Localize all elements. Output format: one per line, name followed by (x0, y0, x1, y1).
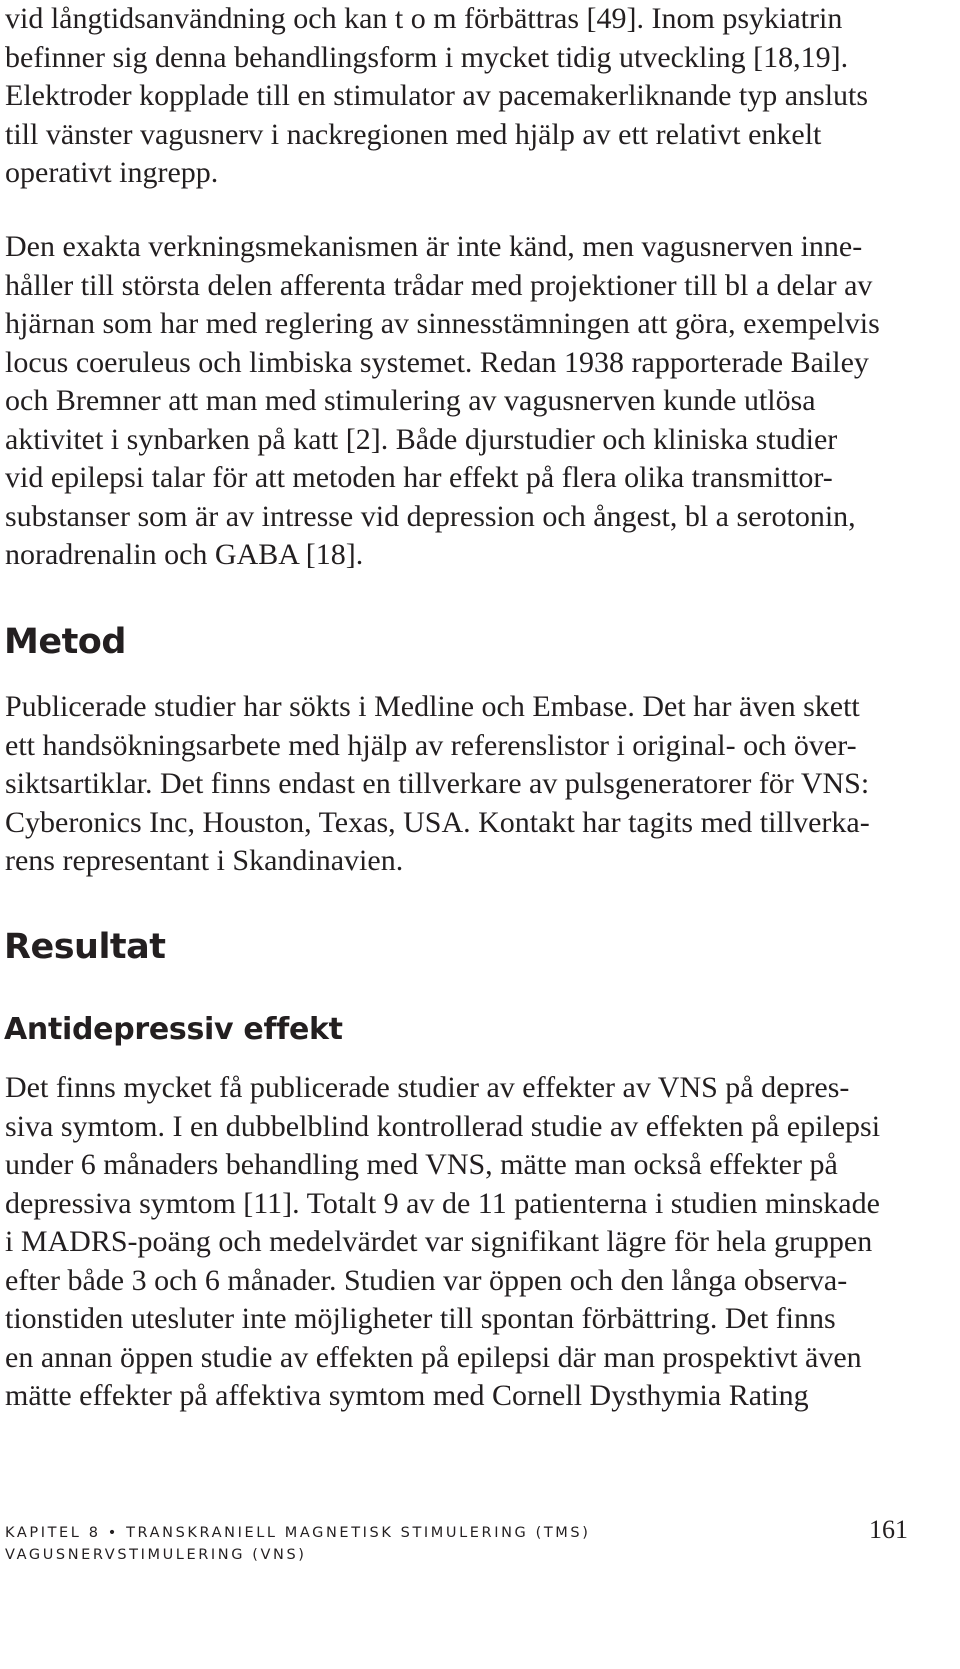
text-line: befinner sig denna behandlingsform i mycket tidig utveckling [18,19]. (5, 40, 849, 74)
text-line: under 6 månaders behandling med VNS, mätte man också effekter på (5, 1148, 838, 1181)
text-line: operativt ingrepp. (5, 156, 219, 189)
page-number: 161 (869, 1515, 908, 1544)
text-line: vid långtidsanvändning och kan t o m förbättras [49]. Inom psykiatrin (5, 2, 843, 35)
footer-chapter-line: KAPITEL 8 • TRANSKRANIELL MAGNETISK STIMULERING (TMS) (5, 1525, 591, 1541)
text-line: tionstiden utesluter inte möjligheter till spontan förbättring. Det finns (5, 1302, 836, 1335)
text-line: Det finns mycket få publicerade studier av effekter av VNS på depres- (5, 1071, 850, 1104)
text-line: håller till största delen afferenta trådar med projektioner till bl a delar av (5, 268, 873, 302)
text-line: i MADRS-poäng och medelvärdet var signifikant lägre för hela gruppen (5, 1225, 873, 1258)
text-line: rens representant i Skandinavien. (5, 844, 404, 877)
text-line: locus coeruleus och limbiska systemet. Redan 1938 rapporterade Bailey (5, 345, 869, 379)
section-heading-metod: Metod (4, 622, 126, 662)
text-line: siktsartiklar. Det finns endast en tillverkare av pulsgeneratorer för VNS: (5, 767, 870, 800)
footer-section-line: VAGUSNERVSTIMULERING (VNS) (5, 1547, 307, 1563)
text-line: Publicerade studier har sökts i Medline och Embase. Det har även skett (5, 690, 860, 723)
intro-paragraph (5, 0, 950, 193)
text-line: Elektroder kopplade till en stimulator av pacemakerliknande typ ansluts (5, 79, 869, 112)
text-line: en annan öppen studie av effekten på epilepsi där man prospektivt även (5, 1340, 862, 1374)
text-line: och Bremner att man med stimulering av vagusnerven kunde utlösa (5, 384, 816, 417)
text-line: Den exakta verkningsmekanismen är inte känd, men vagusnerven inne- (5, 230, 863, 263)
text-line: aktivitet i synbarken på katt [2]. Både djurstudier och kliniska studier (5, 422, 838, 456)
text-line: mätte effekter på affektiva symtom med Cornell Dysthymia Rating (5, 1379, 809, 1412)
text-line: till vänster vagusnerv i nackregionen med hjälp av ett relativt enkelt (5, 117, 822, 151)
text-line: efter både 3 och 6 månader. Studien var öppen och den långa observa- (5, 1263, 848, 1297)
text-line: ett handsökningsarbete med hjälp av referenslistor i original- och över- (5, 728, 857, 762)
text-line: vid epilepsi talar för att metoden har effekt på flera olika transmittor- (5, 461, 833, 494)
text-line: depressiva symtom [11]. Totalt 9 av de 11 patienterna i studien minskade (5, 1186, 880, 1220)
antidepressive-paragraph (5, 1069, 950, 1416)
text-line: noradrenalin och GABA [18]. (5, 538, 364, 571)
text-line: Cyberonics Inc, Houston, Texas, USA. Kontakt har tagits med tillverka- (5, 805, 870, 839)
method-paragraph (5, 688, 950, 881)
text-line: hjärnan som har med reglering av sinnesstämningen att göra, exempelvis (5, 307, 880, 340)
section-heading-resultat: Resultat (4, 927, 166, 967)
text-line: siva symtom. I en dubbelblind kontrollerad studie av effekten på epilepsi (5, 1109, 881, 1143)
subsection-heading-antidepressiv-effekt: Antidepressiv effekt (4, 1012, 343, 1047)
mechanism-paragraph (5, 228, 950, 575)
running-footer (5, 1522, 590, 1566)
text-line: substanser som är av intresse vid depression och ångest, bl a serotonin, (5, 499, 856, 533)
